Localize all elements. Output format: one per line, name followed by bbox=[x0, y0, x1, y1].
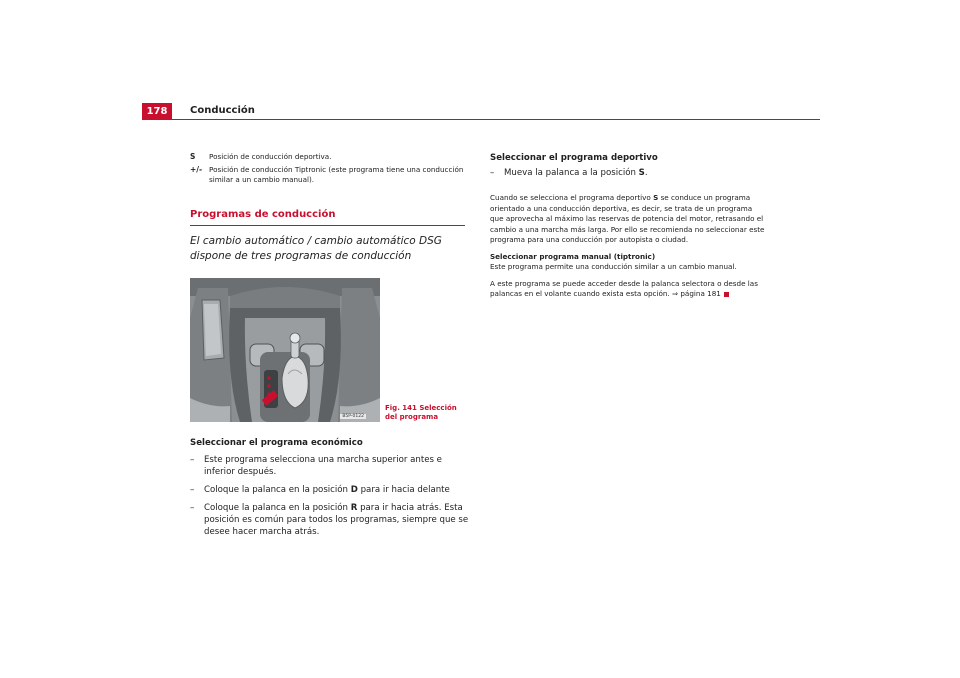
step-text: Este programa selecciona una marcha superior antes e inferior después. bbox=[204, 455, 442, 477]
dash-bullet: – bbox=[190, 455, 195, 465]
position-letter: D bbox=[350, 485, 358, 495]
sport-heading: Seleccionar el programa deportivo bbox=[490, 153, 658, 163]
page-reference-link[interactable]: página 181 bbox=[680, 289, 721, 298]
programs-lead: El cambio automático / cambio automático DSG dispone de tres programas de conducción bbox=[190, 235, 442, 262]
manual-line-1: Este programa permite una conducción similar a un cambio manual. bbox=[490, 262, 737, 271]
list-item bbox=[190, 502, 470, 538]
list-item bbox=[490, 167, 765, 179]
end-of-section-square-icon bbox=[724, 292, 729, 297]
list-item bbox=[190, 484, 470, 496]
dash-bullet: – bbox=[190, 503, 195, 513]
dash-bullet: – bbox=[190, 485, 195, 495]
programs-heading: Programas de conducción bbox=[190, 209, 336, 220]
header-rule bbox=[142, 119, 820, 120]
sport-paragraph: Cuando se selecciona el programa deportivo S se conduce un programa orientado a una conducción deportiva, es decir, se trata de un programa que aprovecha al máximo las reservas de potencia del motor, retrasando el cambio a una marcha más larga. Por ello se recomienda no seleccionar este programa para una conducción por autopista o ciudad. bbox=[490, 193, 765, 244]
position-letter: S bbox=[653, 193, 659, 202]
manual-line-2: A este programa se puede acceder desde la palanca selectora o desde las palancas en el volante cuando exista esta opción. ⇒ página 181 bbox=[490, 278, 758, 298]
heading-rule bbox=[190, 225, 465, 226]
page-header bbox=[142, 103, 820, 123]
definition-tiptronic bbox=[190, 165, 465, 185]
page-reference-arrow[interactable]: ⇒ bbox=[672, 289, 679, 298]
step-text: para ir hacia delante bbox=[357, 485, 450, 495]
definition-text: Posición de conducción Tiptronic (este programa tiene una conducción similar a un cambio manual). bbox=[209, 165, 464, 184]
step-text: Coloque la palanca en la posición bbox=[204, 503, 351, 513]
dash-bullet: – bbox=[490, 168, 495, 178]
list-item bbox=[190, 454, 470, 478]
step-text: para ir hacia atrás. Esta posición es común para todos los programas, siempre que se desee hacer marcha atrás. bbox=[204, 503, 469, 537]
position-letter: R bbox=[350, 503, 358, 513]
economic-heading: Seleccionar el programa económico bbox=[190, 438, 363, 448]
definition-text: Posición de conducción deportiva. bbox=[209, 152, 332, 161]
figure-code: B5P-0122 bbox=[342, 414, 364, 419]
section-title: Conducción bbox=[190, 105, 255, 116]
step-text: Mueva la palanca a la posición bbox=[504, 168, 639, 178]
manual-heading: Seleccionar programa manual (tiptronic) bbox=[490, 251, 656, 261]
position-letter: S bbox=[638, 168, 645, 178]
figure-caption: Fig. 141 Selección del programa bbox=[385, 404, 457, 421]
step-text: . bbox=[644, 168, 648, 178]
page-number: 178 bbox=[142, 103, 172, 120]
definition-s bbox=[190, 152, 465, 162]
right-column bbox=[490, 153, 765, 306]
figure-gear-selector bbox=[190, 278, 380, 422]
left-column bbox=[190, 152, 465, 264]
economic-program-section bbox=[190, 438, 470, 544]
step-text: Coloque la palanca en la posición bbox=[204, 485, 351, 495]
definition-key: S bbox=[190, 152, 196, 161]
gear-shifter-illustration bbox=[190, 278, 380, 422]
definition-key: +/- bbox=[190, 165, 203, 174]
